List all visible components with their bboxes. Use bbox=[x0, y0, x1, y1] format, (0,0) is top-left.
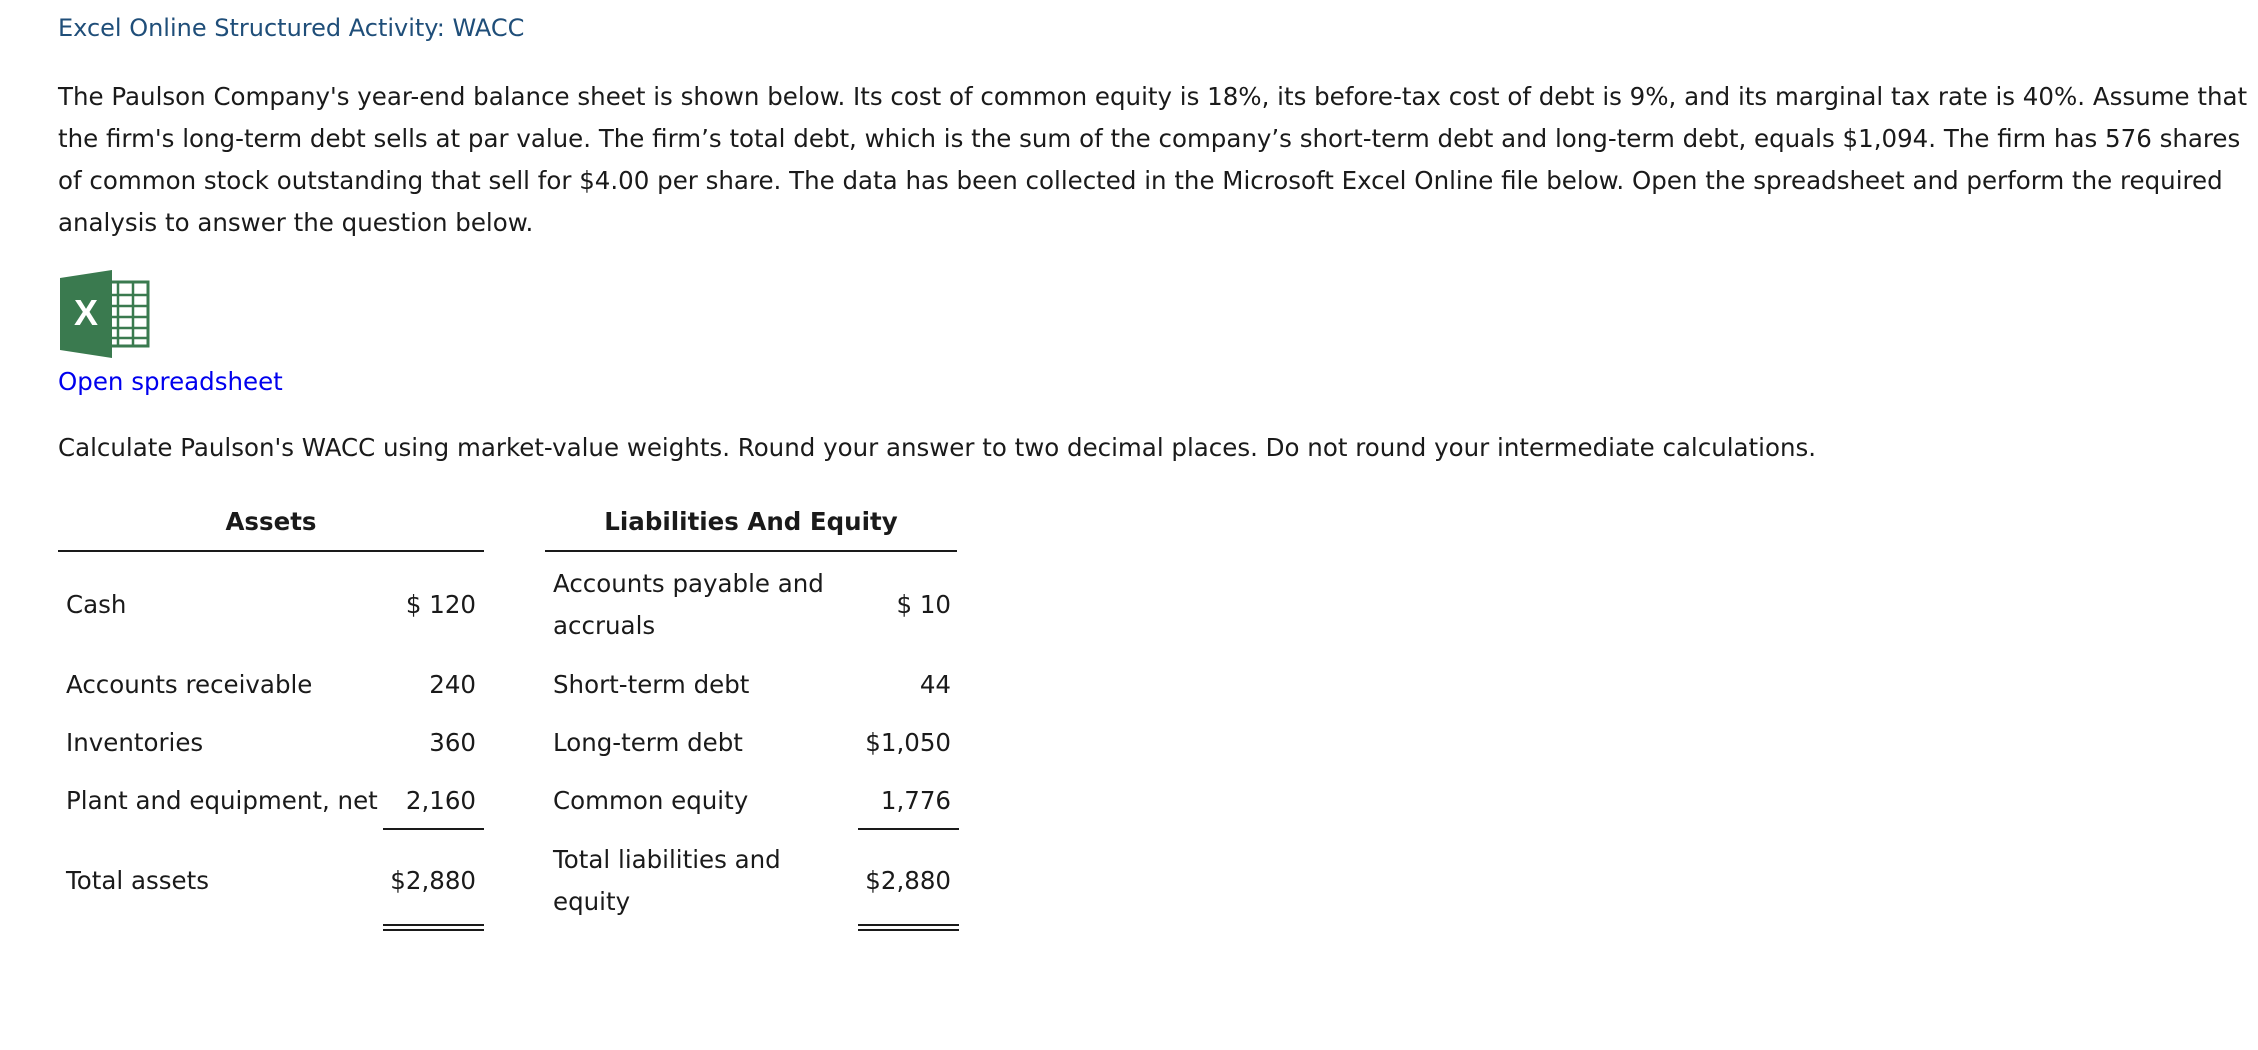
question-text: Calculate Paulson's WACC using market-value weights. Round your answer to two decimal places. Do not round your intermediate calculations. bbox=[58, 433, 1817, 462]
liability-label-long-term-debt: Long-term debt bbox=[553, 728, 743, 757]
assets-total-double-rule bbox=[383, 924, 484, 931]
liability-value-short-term-debt: 44 bbox=[919, 670, 951, 699]
total-liabilities-label: Total liabilities and equity bbox=[553, 845, 781, 916]
liability-value-long-term-debt: $1,050 bbox=[865, 728, 951, 757]
excel-icon[interactable] bbox=[58, 270, 152, 358]
asset-value-accounts-receivable: 240 bbox=[429, 670, 476, 699]
total-assets-value: $2,880 bbox=[390, 866, 476, 895]
assets-header: Assets bbox=[58, 502, 484, 552]
liability-value-accounts-payable: $ 10 bbox=[896, 590, 951, 619]
excel-icon-letter: X bbox=[73, 292, 99, 333]
liability-label-short-term-debt: Short-term debt bbox=[553, 670, 750, 699]
asset-value-cash: $ 120 bbox=[405, 590, 476, 619]
asset-label-inventories: Inventories bbox=[66, 728, 204, 757]
page-title: Excel Online Structured Activity: WACC bbox=[58, 14, 525, 42]
asset-label-accounts-receivable: Accounts receivable bbox=[66, 670, 313, 699]
open-spreadsheet-link[interactable]: Open spreadsheet bbox=[58, 367, 283, 396]
asset-value-inventories: 360 bbox=[429, 728, 476, 757]
asset-value-plant-equipment: 2,160 bbox=[405, 786, 476, 815]
total-assets-label: Total assets bbox=[66, 866, 209, 895]
total-liabilities-value: $2,880 bbox=[865, 866, 951, 895]
liability-value-common-equity: 1,776 bbox=[880, 786, 951, 815]
asset-label-plant-equipment: Plant and equipment, net bbox=[66, 786, 378, 815]
intro-paragraph: The Paulson Company's year-end balance sheet is shown below. Its cost of common equity is 18%, its before-tax cost of debt is 9%, and its marginal tax rate is 40%. Assume that the firm's long-term debt sells at par value. The firm’s total debt, which is the sum of the company’s short-term debt and long-term debt, equals $1,094. The firm has 576 shares of common stock outstanding that sell for $4.00 per share. The data has been collected in the Microsoft Excel Online file below. Open the spreadsheet and perform the required analysis to answer the question below. bbox=[58, 82, 2248, 237]
asset-label-cash: Cash bbox=[66, 590, 127, 619]
liabilities-subtotal-rule bbox=[858, 828, 959, 830]
liability-label-common-equity: Common equity bbox=[553, 786, 749, 815]
liabilities-header: Liabilities And Equity bbox=[545, 502, 957, 552]
liability-label-accounts-payable: Accounts payable and accruals bbox=[553, 569, 824, 640]
assets-subtotal-rule bbox=[383, 828, 484, 830]
balance-sheet bbox=[58, 502, 958, 942]
liabilities-total-double-rule bbox=[858, 924, 959, 931]
